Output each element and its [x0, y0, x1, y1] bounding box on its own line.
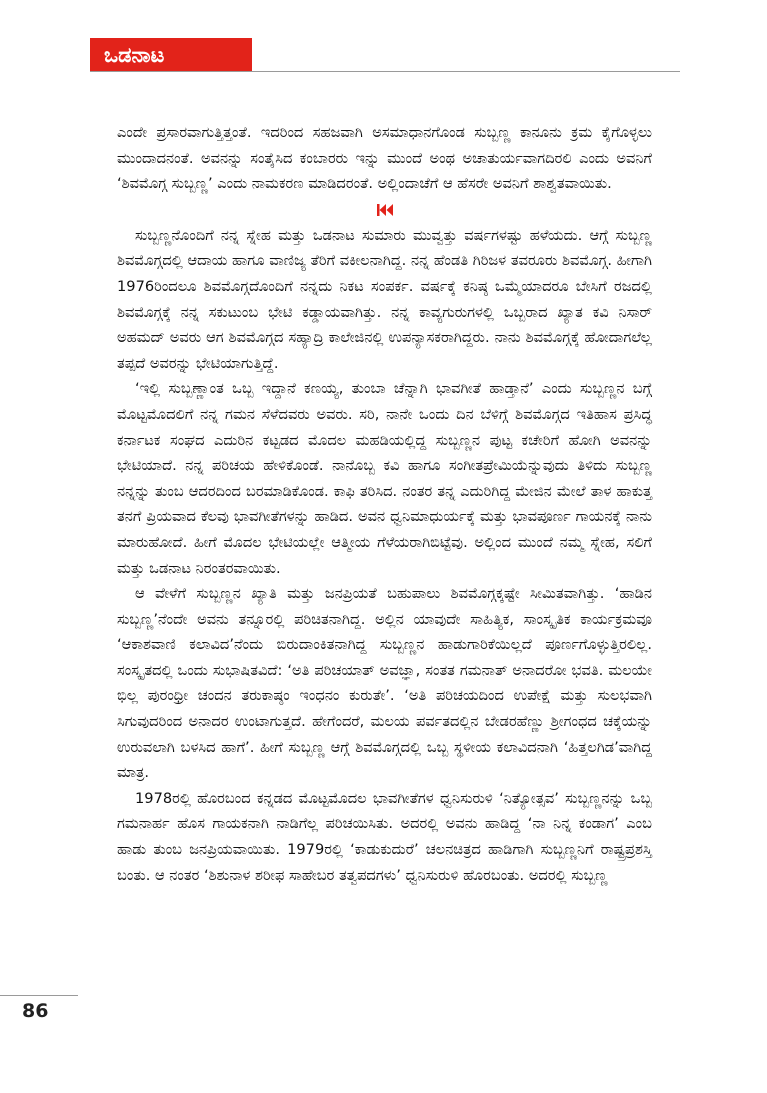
section-title-tab — [90, 38, 252, 72]
article-body — [117, 120, 652, 888]
paragraph: ‘ಇಲ್ಲಿ ಸುಬ್ಬಣ್ಣಾಂತ ಒಬ್ಬ ಇದ್ದಾನೆ ಕಣಯ್ಯ, ತುಂಬಾ ಚೆನ್ನಾಗಿ ಭಾವಗೀತೆ ಹಾಡ್ತಾನೆ’ ಎಂದು ಸುಬ್ಬಣ್ಣನ ಬಗ್ಗೆ ಮೊಟ್ಟಮೊದಲಿಗೆ ನನ್ನ ಗಮನ ಸೆಳೆದವರು ಅವರು. ಸರಿ, ನಾನೇ ಒಂದು ದಿನ ಬೆಳಿಗ್ಗೆ ಶಿವಮೊಗ್ಗದ ಇತಿಹಾಸ ಪ್ರಸಿದ್ಧ ಕರ್ನಾಟಕ ಸಂಘದ ಎದುರಿನ ಕಟ್ಟಡದ ಮೊದಲ ಮಹಡಿಯಲ್ಲಿದ್ದ ಸುಬ್ಬಣ್ಣನ ಪುಟ್ಟ ಕಚೇರಿಗೆ ಹೋಗಿ ಅವನನ್ನು ಭೇಟಿಯಾದೆ. ನನ್ನ ಪರಿಚಯ ಹೇಳಿಕೊಂಡೆ. ನಾನೊಬ್ಬ ಕವಿ ಹಾಗೂ ಸಂಗೀತಪ್ರೇಮಿಯೆನ್ನುವುದು ತಿಳಿದು ಸುಬ್ಬಣ್ಣ ನನ್ನನ್ನು ತುಂಬ ಆದರದಿಂದ ಬರಮಾಡಿಕೊಂಡ. ಕಾಫಿ ತರಿಸಿದ. ನಂತರ ತನ್ನ ಎದುರಿಗಿದ್ದ ಮೇಜಿನ ಮೇಲೆ ತಾಳ ಹಾಕುತ್ತ ತನಗೆ ಪ್ರಿಯವಾದ ಕೆಲವು ಭಾವಗೀತೆಗಳನ್ನು ಹಾಡಿದ. ಅವನ ಧ್ವನಿಮಾಧುರ್ಯಕ್ಕೆ ಮತ್ತು ಭಾವಪೂರ್ಣ ಗಾಯನಕ್ಕೆ ನಾನು ಮಾರುಹೋದೆ. ಹೀಗೆ ಮೊದಲ ಭೇಟಿಯಲ್ಲೇ ಆತ್ಮೀಯ ಗೆಳೆಯರಾಗಿಬಿಟ್ಟೆವು. ಅಲ್ಲಿಂದ ಮುಂದೆ ನಮ್ಮ ಸ್ನೇಹ, ಸಲಿಗೆ ಮತ್ತು ಒಡನಾಟ ನಿರಂತರವಾಯಿತು. — [117, 380, 652, 577]
paragraph: ಎಂದೇ ಪ್ರಸಾರವಾಗುತ್ತಿತ್ತಂತೆ. ಇದರಿಂದ ಸಹಜವಾಗಿ ಅಸಮಾಧಾನಗೊಂಡ ಸುಬ್ಬಣ್ಣ ಕಾನೂನು ಕ್ರಮ ಕೈಗೊಳ್ಳಲು ಮುಂದಾದನಂತೆ. ಅವನನ್ನು ಸಂತೈಸಿದ ಕಂಬಾರರು ಇನ್ನು ಮುಂದೆ ಅಂಥ ಅಚಾತುರ್ಯವಾಗದಿರಲಿ ಎಂದು ಅವನಿಗೆ ‘ಶಿವಮೊಗ್ಗ ಸುಬ್ಬಣ್ಣ’ ಎಂದು ನಾಮಕರಣ ಮಾಡಿದರಂತೆ. ಅಲ್ಲಿಂದಾಚೆಗೆ ಆ ಹೆಸರೇ ಅವನಿಗೆ ಶಾಶ್ವತವಾಯಿತು. — [117, 124, 652, 193]
footer-rule — [0, 995, 78, 996]
rewind-icon — [377, 204, 393, 216]
page-number: 86 — [22, 1000, 49, 1022]
paragraph: 1978ರಲ್ಲಿ ಹೊರಬಂದ ಕನ್ನಡದ ಮೊಟ್ಟಮೊದಲ ಭಾವಗೀತೆಗಳ ಧ್ವನಿಸುರುಳಿ ‘ನಿತ್ಯೋತ್ಸವ’ ಸುಬ್ಬಣ್ಣನನ್ನು ಒಬ್ಬ ಗಮನಾರ್ಹ ಹೊಸ ಗಾಯಕನಾಗಿ ನಾಡಿಗೆಲ್ಲ ಪರಿಚಯಿಸಿತು. ಅದರಲ್ಲಿ ಅವನು ಹಾಡಿದ್ದ ‘ನಾ ನಿನ್ನ ಕಂಡಾಗ’ ಎಂಬ ಹಾಡು ತುಂಬ ಜನಪ್ರಿಯವಾಯಿತು. 1979ರಲ್ಲಿ ‘ಕಾಡುಕುದುರೆ’ ಚಲನಚಿತ್ರದ ಹಾಡಿಗಾಗಿ ಸುಬ್ಬಣ್ಣನಿಗೆ ರಾಷ್ಟ್ರಪ್ರಶಸ್ತಿ ಬಂತು. ಆ ನಂತರ ‘ಶಿಶುನಾಳ ಶರೀಫ ಸಾಹೇಬರ ತತ್ವಪದಗಳು’ ಧ್ವನಿಸುರುಳಿ ಹೊರಬಂತು. ಅದರಲ್ಲಿ ಸುಬ್ಬಣ್ಣ — [117, 789, 652, 884]
header-rule — [90, 71, 680, 72]
section-title: ಒಡನಾಟ — [104, 43, 165, 67]
section-divider — [117, 197, 652, 223]
paragraph: ಸುಬ್ಬಣ್ಣನೊಂದಿಗೆ ನನ್ನ ಸ್ನೇಹ ಮತ್ತು ಒಡನಾಟ ಸುಮಾರು ಮುವ್ವತ್ತು ವರ್ಷಗಳಷ್ಟು ಹಳೆಯದು. ಆಗ್ಗೆ ಸುಬ್ಬಣ್ಣ ಶಿವಮೊಗ್ಗದಲ್ಲಿ ಆದಾಯ ಹಾಗೂ ವಾಣಿಜ್ಯ ತೆರಿಗೆ ವಕೀಲನಾಗಿದ್ದ. ನನ್ನ ಹೆಂಡತಿ ಗಿರಿಜಳ ತವರೂರು ಶಿವಮೊಗ್ಗ. ಹೀಗಾಗಿ 1976ರಿಂದಲೂ ಶಿವಮೊಗ್ಗದೊಂದಿಗೆ ನನ್ನದು ನಿಕಟ ಸಂಪರ್ಕ. ವರ್ಷಕ್ಕೆ ಕನಿಷ್ಠ ಒಮ್ಮೆಯಾದರೂ ಬೇಸಿಗೆ ರಜದಲ್ಲಿ ಶಿವಮೊಗ್ಗಕ್ಕೆ ನನ್ನ ಸಕುಟುಂಬ ಭೇಟಿ ಕಡ್ಡಾಯವಾಗಿತ್ತು. ನನ್ನ ಕಾವ್ಯಗುರುಗಳಲ್ಲಿ ಒಬ್ಬರಾದ ಖ್ಯಾತ ಕವಿ ನಿಸಾರ್ ಅಹಮದ್ ಅವರು ಆಗ ಶಿವಮೊಗ್ಗದ ಸಹ್ಯಾದ್ರಿ ಕಾಲೇಜಿನಲ್ಲಿ ಉಪನ್ಯಾಸಕರಾಗಿದ್ದರು. ನಾನು ಶಿವಮೊಗ್ಗಕ್ಕೆ ಹೋದಾಗಲೆಲ್ಲ ತಪ್ಪದೆ ಅವರನ್ನು ಭೇಟಿಯಾಗುತ್ತಿದ್ದೆ. — [117, 226, 652, 372]
paragraph: ಆ ವೇಳೆಗೆ ಸುಬ್ಬಣ್ಣನ ಖ್ಯಾತಿ ಮತ್ತು ಜನಪ್ರಿಯತೆ ಬಹುಪಾಲು ಶಿವಮೊಗ್ಗಕ್ಕಷ್ಟೇ ಸೀಮಿತವಾಗಿತ್ತು. ‘ಹಾಡಿನ ಸುಬ್ಬಣ್ಣ’ನೆಂದೇ ಅವನು ತನ್ನೂರಲ್ಲಿ ಪರಿಚಿತನಾಗಿದ್ದ. ಅಲ್ಲಿನ ಯಾವುದೇ ಸಾಹಿತ್ಯಿಕ, ಸಾಂಸ್ಕೃತಿಕ ಕಾರ್ಯಕ್ರಮವೂ ‘ಆಕಾಶವಾಣಿ ಕಲಾವಿದ’ನೆಂದು ಬಿರುದಾಂಕಿತನಾಗಿದ್ದ ಸುಬ್ಬಣ್ಣನ ಹಾಡುಗಾರಿಕೆಯಿಲ್ಲದೆ ಪೂರ್ಣಗೊಳ್ಳುತ್ತಿರಲಿಲ್ಲ. ಸಂಸ್ಕೃತದಲ್ಲಿ ಒಂದು ಸುಭಾಷಿತವಿದೆ: ‘ಅತಿ ಪರಿಚಯಾತ್ ಅವಜ್ಞಾ, ಸಂತತ ಗಮನಾತ್ ಅನಾದರೋ ಭವತಿ. ಮಲಯೇ ಭಿಲ್ಲ ಪುರಂಧ್ರೀ ಚಂದನ ತರುಕಾಷ್ಠಂ ಇಂಧನಂ ಕುರುತೇ’. ‘ಅತಿ ಪರಿಚಯದಿಂದ ಉಪೇಕ್ಷೆ ಮತ್ತು ಸುಲಭವಾಗಿ ಸಿಗುವುದರಿಂದ ಅನಾದರ ಉಂಟಾಗುತ್ತದೆ. ಹೇಗೆಂದರೆ, ಮಲಯ ಪರ್ವತದಲ್ಲಿನ ಬೇಡರಹೆಣ್ಣು ಶ್ರೀಗಂಧದ ಚಕ್ಕೆಯನ್ನು ಉರುವಲಾಗಿ ಬಳಸಿದ ಹಾಗೆ’. ಹೀಗೆ ಸುಬ್ಬಣ್ಣ ಆಗ್ಗೆ ಶಿವಮೊಗ್ಗದಲ್ಲಿ ಒಬ್ಬ ಸ್ಥಳೀಯ ಕಲಾವಿದನಾಗಿ ‘ಹಿತ್ತಲಗಿಡ’ವಾಗಿದ್ದ ಮಾತ್ರ. — [117, 585, 652, 782]
